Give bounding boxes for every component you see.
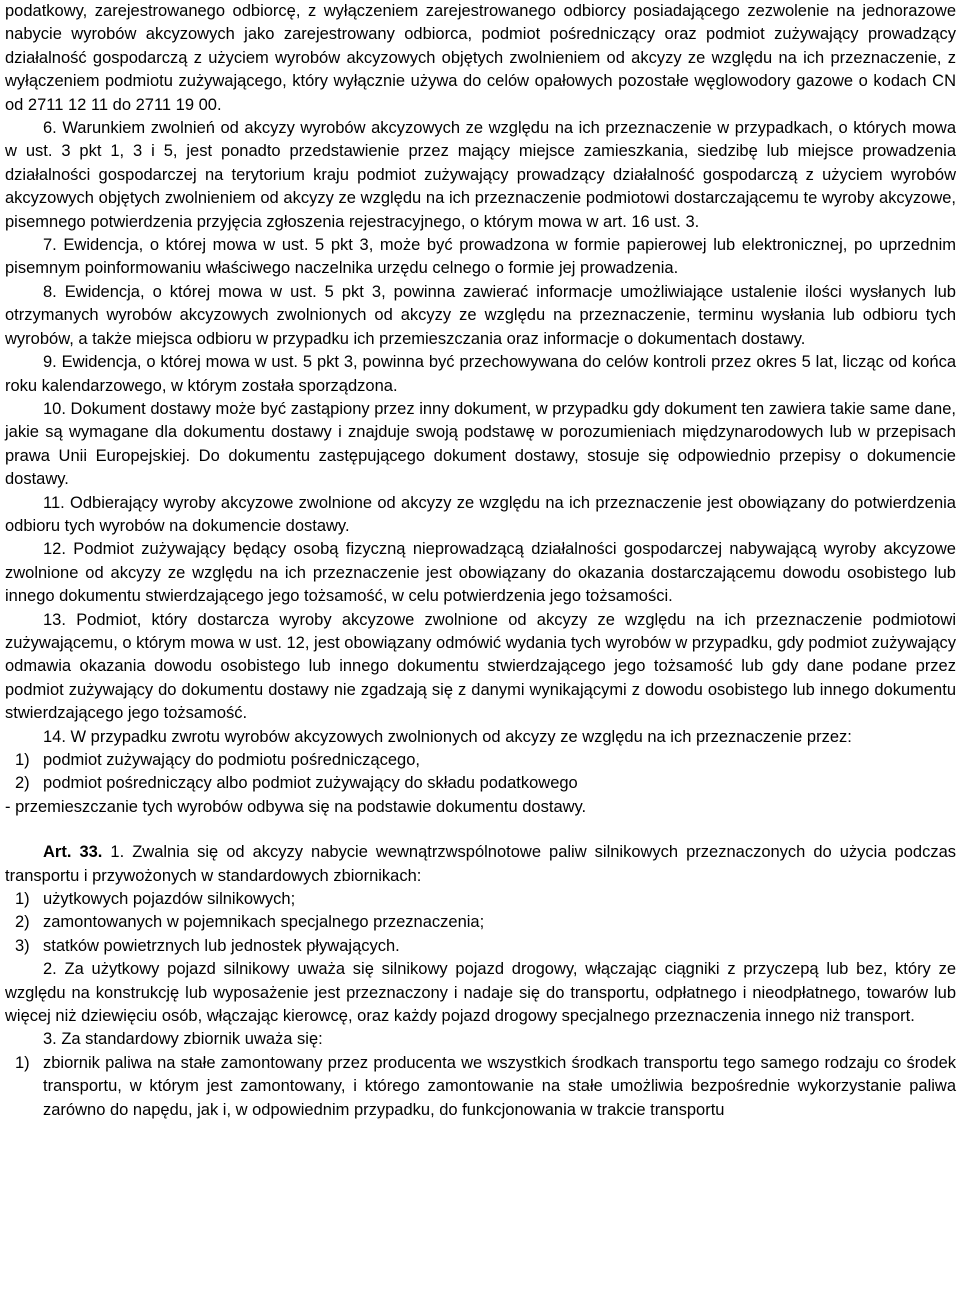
paragraph-7: 7. Ewidencja, o której mowa w ust. 5 pkt 3, może być prowadzona w formie papierowej lub elektronicznej, po uprzednim pisemnym poinformowaniu właściwego naczelnika urzędu celnego o formie jej prowadzenia. [5,236,956,278]
paragraph-10: 10. Dokument dostawy może być zastąpiony przez inny dokument, w przypadku gdy dokument ten zawiera takie same dane, jakie są wymagane dla dokumentu dostawy i znajduje swoją podstawę w porozumieniach międzynarodowych lub w przepisach prawa Unii Europejskiej. Do dokumentu zastępującego dokument dostawy, stosuje się odpowiednio przepisy o dokumencie dostawy. [5,399,956,489]
list-text: użytkowych pojazdów silnikowych; [43,890,296,909]
paragraph-13: 13. Podmiot, który dostarcza wyroby akcyzowe zwolnione od akcyzy ze względu na ich przeznaczenie podmiotowi zużywającemu, o którym mowa w ust. 12, jest obowiązany odmówić wydania tych wyrobów w przypadku, gdy podmiot zużywający odmawia okazania dowodu osobistego lub innego dokumentu stwierdzającego jego tożsamość lub gdy dane podane przez podmiot zużywający do dokumentu dostawy nie zgadzają się z danymi wynikającymi z dowodu osobistego lub innego dokumentu stwierdzającego jego tożsamość. [5,610,956,723]
section-gap [5,819,956,841]
paragraph-8: 8. Ewidencja, o której mowa w ust. 5 pkt 3, powinna zawierać informacje umożliwiające ustalenie ilości wysłanych lub otrzymanych wyrobów akcyzowych zwolnionych od akcyzy ze względu na przeznaczenie, terminu wysłania lub odbioru tych wyrobów, a także miejsca odbioru w przypadku ich przemieszczania oraz informacje o dokumentach dostawy. [5,282,956,348]
list-item [5,888,956,911]
list-text: podmiot zużywający do podmiotu pośredniczącego, [43,751,420,769]
art-33-paragraph-3: 3. Za standardowy zbiornik uważa się: [43,1030,323,1049]
art-33-intro [5,841,956,888]
paragraph-6: 6. Warunkiem zwolnień od akcyzy wyrobów akcyzowych ze względu na ich przeznaczenie w przypadkach, o których mowa w ust. 3 pkt 1, 3 i 5, jest ponadto przedstawienie przez mający miejsce zamieszkania, siedzibę lub miejsce prowadzenia działalności gospodarczej na terytorium kraju podmiot zużywający prowadzący działalność gospodarczą z użyciem wyrobów akcyzowych objętych zwolnieniem od akcyzy ze względu na ich przeznaczenie podmiotowi dostarczającemu te wyroby akcyzowe, pisemnego potwierdzenia przyjęcia zgłoszenia rejestracyjnego, o którym mowa w art. 16 ust. 3. [5,119,956,231]
list-number: 1) [15,1053,30,1072]
list-number: 1) [15,890,30,909]
list-item [5,772,956,795]
list-number: 1) [15,751,30,769]
article-label: Art. 33. [43,843,103,862]
list-number: 2) [15,913,30,932]
list-item [5,935,956,958]
list-text: statków powietrznych lub jednostek pływających. [43,936,400,955]
paragraph-14-tail: - przemieszczanie tych wyrobów odbywa się na podstawie dokumentu dostawy. [5,797,587,816]
list-item [5,749,956,772]
art-33-paragraph-2: 2. Za użytkowy pojazd silnikowy uważa się silnikowy pojazd drogowy, włączając ciągniki z przyczepą lub bez, który ze względu na konstrukcję lub wyposażenie jest przeznaczony i nadaje się do transportu, odpłatnego i nieodpłatnego, towarów lub więcej niż dziewięciu osób, włączając kierowcę, oraz każdy pojazd drogowy specjalnego przeznaczenia innego niż transport. [5,960,956,1026]
document-page [5,0,956,1122]
art-33-intro-text: 1. Zwalnia się od akcyzy nabycie wewnątrzwspólnotowe paliw silnikowych przeznaczonych do użycia podczas transportu i przywożonych w standardowych zbiornikach: [5,843,957,885]
paragraph-11: 11. Odbierający wyroby akcyzowe zwolnione od akcyzy ze względu na ich przeznaczenie jest obowiązany do potwierdzenia odbioru tych wyrobów na dokumencie dostawy. [5,493,956,535]
list-text: zamontowanych w pojemnikach specjalnego przeznaczenia; [43,913,485,932]
list-number: 3) [15,936,30,955]
list-item [5,911,956,934]
list-number: 2) [15,774,30,793]
paragraph-12: 12. Podmiot zużywający będący osobą fizyczną nieprowadzącą działalności gospodarczej nabywającą wyroby akcyzowe zwolnione od akcyzy ze względu na ich przeznaczenie jest obowiązany do okazania dostarczającemu dowodu osobistego lub innego dokumentu stwierdzającego jego tożsamość, w celu potwierdzenia jego tożsamości. [5,540,956,606]
continuation-paragraph: podatkowy, zarejestrowanego odbiorcę, z wyłączeniem zarejestrowanego odbiorcy posiadającego zezwolenie na jednorazowe nabycie wyrobów akcyzowych jako zarejestrowany odbiorca, podmiot pośredniczący oraz podmiot zużywający prowadzący działalność gospodarczą z użyciem wyrobów akcyzowych objętych zwolnieniem od akcyzy ze względu na ich przeznaczenie, z wyłączeniem podmiotu zużywającego, który wyłącznie używa do celów opałowych pozostałe węglowodory gazowe o kodach CN od 2711 12 11 do 2711 19 00. [5,2,956,114]
list-item [5,1052,956,1122]
paragraph-9: 9. Ewidencja, o której mowa w ust. 5 pkt 3, powinna być przechowywana do celów kontroli przez okres 5 lat, licząc od końca roku kalendarzowego, w którym została sporządzona. [5,353,956,395]
list-text: zbiornik paliwa na stałe zamontowany przez producenta we wszystkich środkach transportu tego samego rodzaju co środek transportu, w którym jest zamontowany, i którego zamontowanie na stałe umożliwia bezpośrednie wykorzystanie paliwa zarówno do napędu, jak i, w odpowiednim przypadku, do funkcjonowania w trakcie transportu [43,1053,956,1119]
list-text: podmiot pośredniczący albo podmiot zużywający do składu podatkowego [43,774,578,793]
paragraph-14: 14. W przypadku zwrotu wyrobów akcyzowych zwolnionych od akcyzy ze względu na ich przeznaczenie przez: [43,727,852,746]
